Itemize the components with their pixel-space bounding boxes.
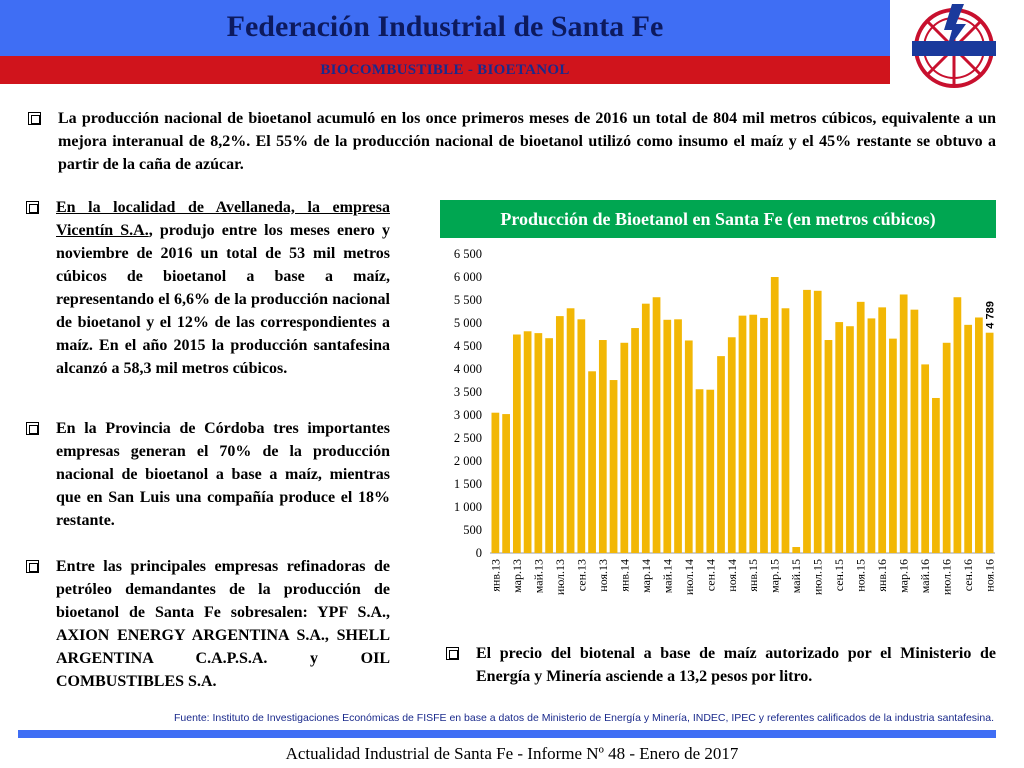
bullet-national-production	[58, 107, 996, 176]
bar	[599, 340, 607, 553]
bar	[911, 310, 919, 553]
x-tick-label: мар.15	[767, 559, 782, 593]
bar	[696, 389, 704, 553]
bar	[610, 380, 618, 553]
x-tick-label: ноя.13	[595, 559, 610, 592]
bar	[846, 326, 854, 553]
bar	[803, 290, 811, 553]
bar	[545, 338, 553, 553]
y-tick-label: 2 000	[453, 454, 482, 468]
bar	[685, 340, 693, 553]
x-tick-label: май.14	[660, 559, 675, 594]
bar	[588, 371, 596, 553]
bar	[975, 317, 983, 553]
y-tick-label: 2 500	[453, 431, 482, 445]
bar	[792, 547, 800, 553]
bar	[631, 328, 639, 553]
y-tick-label: 5 000	[453, 316, 482, 330]
bullet-text: Entre las principales empresas refinadoras de petróleo demandantes de la producción de bioetanol de Santa Fe sobresalen: YPF S.A., AXION ENERGY ARGENTINA S.A., SHELL ARGENTINA C.A.P.S.A. y OIL COMBUSTIBLES S.A.	[56, 558, 390, 690]
bar	[642, 304, 650, 553]
x-tick-label: сен.15	[832, 559, 847, 592]
bar	[577, 319, 585, 553]
bar	[825, 340, 833, 553]
bar	[814, 291, 822, 553]
y-tick-label: 0	[475, 546, 482, 560]
bar	[835, 322, 843, 553]
y-tick-label: 6 500	[453, 247, 482, 261]
bar	[620, 343, 628, 553]
x-tick-label: мар.13	[509, 559, 524, 593]
y-tick-label: 500	[463, 523, 482, 537]
report-footer: Actualidad Industrial de Santa Fe - Informe Nº 48 - Enero de 2017	[285, 744, 739, 763]
bar	[932, 398, 940, 553]
y-tick-label: 6 000	[453, 270, 482, 284]
x-tick-label: июл.16	[939, 559, 954, 596]
y-tick-label: 5 500	[453, 293, 482, 307]
bullet-refineries	[56, 555, 390, 693]
bar	[567, 308, 575, 553]
checkbox-bullet-icon	[26, 560, 39, 573]
bar	[964, 325, 972, 553]
chart-title: Producción de Bioetanol en Santa Fe (en metros cúbicos)	[440, 200, 996, 238]
x-tick-label: ноя.15	[853, 559, 868, 592]
bar	[857, 302, 865, 553]
bar	[986, 333, 994, 553]
bar	[492, 413, 500, 553]
checkbox-bullet-icon	[26, 201, 39, 214]
x-tick-label: июл.15	[810, 559, 825, 596]
x-tick-label: июл.14	[681, 559, 696, 596]
data-label: 4 789	[984, 301, 997, 329]
bar	[717, 356, 725, 553]
bar	[889, 339, 897, 553]
bioethanol-bar-chart	[420, 240, 1000, 615]
bar	[782, 308, 790, 553]
bar	[524, 331, 532, 553]
bar	[771, 277, 779, 553]
bar	[556, 316, 564, 553]
bar	[868, 318, 876, 553]
bar	[739, 316, 747, 553]
bar	[513, 335, 521, 554]
bar	[663, 320, 671, 553]
bar	[900, 294, 908, 553]
bar	[878, 307, 886, 553]
bullet-text: El precio del biotenal a base de maíz autorizado por el Ministerio de Energía y Minería asciende a 13,2 pesos por litro.	[476, 645, 996, 685]
bullet-price	[476, 642, 996, 688]
x-tick-label: сен.16	[961, 559, 976, 592]
bar	[653, 297, 661, 553]
bar	[749, 315, 757, 553]
x-tick-label: янв.15	[746, 559, 761, 592]
page-title: Federación Industrial de Santa Fe	[226, 10, 664, 43]
bar	[921, 364, 929, 553]
x-tick-label: мар.16	[896, 559, 911, 593]
fisfe-logo	[904, 4, 1004, 88]
y-tick-label: 3 000	[453, 408, 482, 422]
x-tick-label: сен.13	[574, 559, 589, 592]
x-tick-label: мар.14	[638, 559, 653, 593]
x-tick-label: май.13	[531, 559, 546, 594]
bar	[534, 333, 542, 553]
x-tick-label: июл.13	[552, 559, 567, 596]
x-tick-label: сен.14	[703, 559, 718, 592]
y-tick-label: 1 000	[453, 500, 482, 514]
y-tick-label: 1 500	[453, 477, 482, 491]
checkbox-bullet-icon	[446, 647, 459, 660]
source-note: Fuente: Instituto de Investigaciones Económicas de FISFE en base a datos de Ministerio de Energía y Minería, INDEC, IPEC y referentes calificados de la industria santafesina.	[173, 712, 994, 724]
bar	[728, 337, 736, 553]
bullet-text: , produjo entre los meses enero y noviembre de 2016 un total de 53 mil metros cúbicos de bioetanol a base a maíz, representando el 6,6% de la producción nacional de bioetanol y el 12% de las correspondientes a maíz. En el año 2015 la producción santafesina alcanzó a 58,3 mil metros cúbicos.	[56, 222, 390, 377]
y-tick-label: 4 000	[453, 362, 482, 376]
bullet-text: La producción nacional de bioetanol acumuló en los once primeros meses de 2016 un total de 804 mil metros cúbicos, equivalente a un mejora interanual de 8,2%. El 55% de la producción nacional de bioetanol utilizó como insumo el maíz y el 45% restante se obtuvo a partir de la caña de azúcar.	[58, 110, 996, 173]
x-tick-label: янв.14	[617, 559, 632, 592]
bar	[943, 343, 951, 553]
x-tick-label: май.16	[918, 559, 933, 594]
bullet-text: En la Provincia de Córdoba tres importantes empresas generan el 70% de la producción nacional de bioetanol a base a maíz, mientras que en San Luis una compañía produce el 18% restante.	[56, 420, 390, 529]
bullet-vicentin	[56, 196, 390, 380]
bar	[706, 390, 714, 553]
x-tick-label: янв.16	[875, 559, 890, 592]
page-subtitle: BIOCOMBUSTIBLE - BIOETANOL	[320, 62, 570, 78]
checkbox-bullet-icon	[28, 112, 41, 125]
x-tick-label: янв.13	[488, 559, 503, 592]
bar	[760, 318, 768, 553]
bullet-underlined-text: En la localidad de Avellaneda, la empresa Vicentín S.A.	[56, 199, 390, 239]
y-tick-label: 3 500	[453, 385, 482, 399]
x-tick-label: ноя.16	[982, 559, 997, 592]
y-tick-label: 4 500	[453, 339, 482, 353]
bullet-cordoba	[56, 417, 390, 532]
footer-bar	[18, 730, 996, 738]
checkbox-bullet-icon	[26, 422, 39, 435]
x-tick-label: май.15	[789, 559, 804, 594]
bar	[674, 319, 682, 553]
bar	[954, 297, 962, 553]
x-tick-label: ноя.14	[724, 559, 739, 592]
bar	[502, 414, 510, 553]
